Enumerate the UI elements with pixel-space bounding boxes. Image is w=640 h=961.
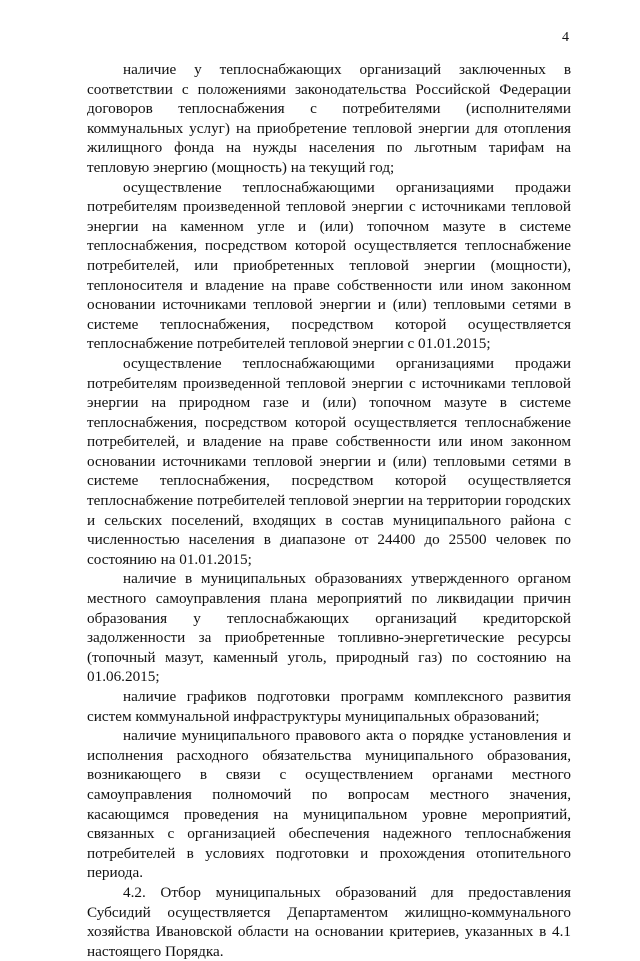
paragraph-heat-supply-contracts: наличие у теплоснабжающих организаций заключенных в соответствии с положениями законодательства Российской Федерации договоров теплоснабжения с потребителями (исполнителями коммунальных услуг) на приобретение тепловой энергии для отопления жилищного фонда на нужды населения по льготным тарифам на тепловую энергию (мощность) на текущий год; [87, 61, 571, 176]
page-number: 4 [562, 30, 569, 45]
document-body [87, 60, 571, 961]
paragraph-coal-fuel-oil-sales: осуществление теплоснабжающими организациями продажи потребителям произведенной тепловой энергии с источниками тепловой энергии на каменном угле и (или) топочном мазуте в системе теплоснабжения, посредством которой осуществляется теплоснабжение потребителей, или приобретенных тепловой энергии (мощности), теплоносителя и владение на праве собственности или ином законном основании источниками тепловой энергии и (или) тепловыми сетями в системе теплоснабжения, посредством которой осуществляется теплоснабжение потребителей тепловой энергии с 01.01.2015; [87, 178, 571, 353]
paragraph-development-program-schedules: наличие графиков подготовки программ комплексного развития систем коммунальной инфраструктуры муниципальных образований; [87, 688, 571, 725]
paragraph-debt-liquidation-plan: наличие в муниципальных образованиях утвержденного органом местного самоуправления плана мероприятий по ликвидации причин образования у теплоснабжающих организаций кредиторской задолженности за приобретенные топливно-энергетические ресурсы (топочный мазут, каменный уголь, природный газ) по состоянию на 01.06.2015; [87, 570, 571, 686]
paragraph-municipal-legal-act: наличие муниципального правового акта о порядке установления и исполнения расходного обязательства муниципального образования, возникающего в связи с осуществлением органами местного самоуправления полномочий по вопросам местного значения, касающимся проведения на муниципальном уровне мероприятий, связанных с организацией обеспечения надежного теплоснабжения потребителей в условиях подготовки и прохождения отопительного периода. [87, 727, 571, 882]
paragraph-natural-gas-sales: осуществление теплоснабжающими организациями продажи потребителям произведенной тепловой энергии с источниками тепловой энергии на природном газе и (или) топочном мазуте в системе теплоснабжения, посредством которой осуществляется теплоснабжение потребителей, и владение на праве собственности или ином законном основании источниками тепловой энергии и (или) тепловыми сетями в системе теплоснабжения, посредством которой осуществляется теплоснабжение потребителей тепловой энергии на территории городских и сельских поселений, входящих в состав муниципального района с численностью населения в диапазоне от 24400 до 25500 человек по состоянию на 01.01.2015; [87, 354, 571, 568]
paragraph-section-4-2: 4.2. Отбор муниципальных образований для предоставления Субсидий осуществляется Департаментом жилищно-коммунального хозяйства Ивановской области на основании критериев, указанных в 4.1 настоящего Порядка. [87, 883, 571, 960]
